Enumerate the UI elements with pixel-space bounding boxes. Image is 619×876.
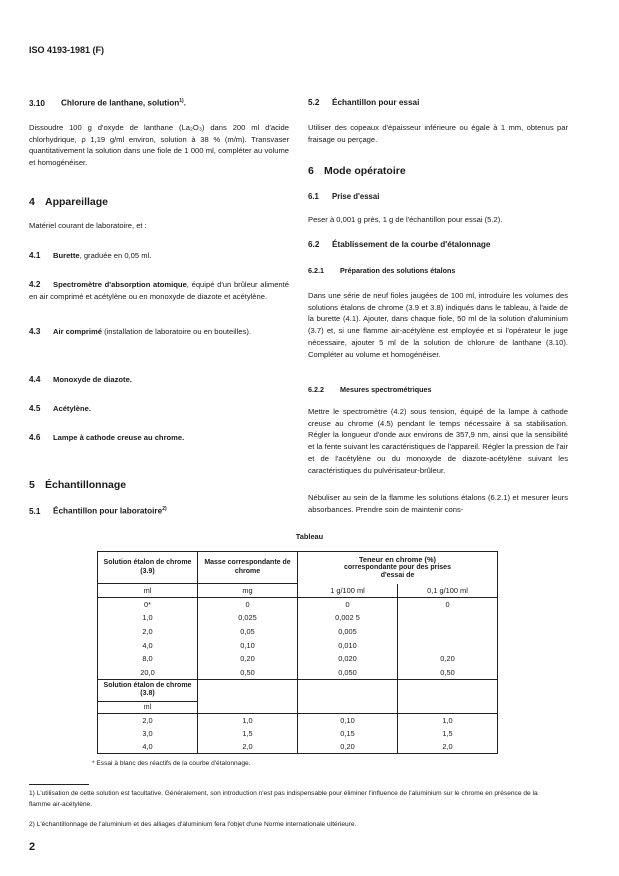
table-cell: 1,0	[142, 613, 153, 623]
table-cell: 0,50	[198, 665, 298, 679]
section-title: Mode opératoire	[324, 165, 406, 177]
table-row	[98, 713, 498, 727]
table-cell: 0,20	[298, 740, 398, 754]
section-6-2-heading	[308, 240, 490, 249]
item-number: 4.5	[29, 404, 41, 413]
section-number: 6	[308, 165, 314, 177]
table-cell: 0	[298, 598, 398, 612]
section-title: Appareillage	[45, 196, 109, 208]
footnote-2: 2) L'échantillonnage de l'aluminium et des alliages d'aluminium fera l'objet d'une Norme internationale ultérieure.	[29, 821, 357, 828]
table-cell: 0,15	[298, 727, 398, 741]
section-4-heading	[29, 196, 108, 208]
item-number: 4.2	[29, 280, 41, 289]
table-cell: 4,0	[142, 742, 153, 752]
table-row	[98, 727, 498, 741]
table-title: Tableau	[295, 532, 324, 541]
section-title: Échantillon pour laboratoire	[53, 506, 163, 516]
header-teneur-title: Teneur en chrome (%)	[358, 554, 437, 564]
section2-header: Solution étalon de chrome (3.8)	[98, 679, 198, 701]
section-6-1-text: Peser à 0,001 g près, 1 g de l'échantillon pour essai (5.2).	[308, 215, 503, 224]
table-note: * Essai à blanc des réactifs de la courbe d'étalonnage.	[92, 760, 251, 767]
item-number: 4.6	[29, 433, 41, 442]
table-cell: 2,0	[398, 740, 498, 754]
section-5-2-heading	[308, 98, 419, 107]
header-solution: Solution étalon de chrome (3.9)	[98, 552, 198, 584]
table-cell: 0*	[144, 600, 151, 610]
table-cell: 2,0	[198, 740, 298, 754]
section-6-2-2-text-1: Mettre le spectromètre (4.2) sous tension, équipé de la lampe à cathode creuse au chrome (4.5) pendant le temps nécessaire à sa stabilisation. Régler la longueur d'onde aux environs de 357,9 nm, ainsi que la sensibilité et la fente suivant les caractéristiques de l'appareil. Régler la pression de l'air et de l'acétylène ou du monoxyde de diazote-acétylène suivant les caractéristiques du pulvérisateur-brûleur.	[308, 407, 568, 475]
table-row	[98, 625, 498, 639]
item-number: 4.3	[29, 327, 41, 336]
table-cell: 2,0	[142, 715, 153, 725]
item-title: Lampe à cathode creuse au chrome.	[53, 433, 185, 442]
section-title: Échantillon pour essai	[332, 98, 420, 107]
section-number: 5.2	[308, 98, 320, 107]
unit-mg: mg	[198, 584, 298, 598]
table-cell: 0	[198, 598, 298, 612]
section-number: 3.10	[29, 98, 45, 108]
section-number: 5	[29, 479, 35, 491]
item-4-3	[29, 326, 289, 338]
table-cell: 0,025	[198, 611, 298, 625]
table-cell: 4,0	[142, 640, 153, 650]
item-4-2	[29, 279, 289, 302]
table-cell: 1,5	[198, 727, 298, 741]
item-text: , graduée en 0,05 ml.	[79, 251, 152, 260]
section-title: Établissement de la courbe d'étalonnage	[332, 240, 491, 249]
item-text: , équipé d'un brûleur alimenté en air comprimé et acétylène ou en monoxyde de diazote et acétylène.	[29, 280, 289, 301]
item-title: Monoxyde de diazote.	[53, 375, 132, 384]
table-cell: 1,0	[398, 713, 498, 727]
table-cell: 0,020	[298, 652, 398, 666]
item-number: 4.1	[29, 251, 41, 260]
header-masse: Masse correspondante de chrome	[198, 552, 298, 584]
section-title: Préparation des solutions étalons	[340, 266, 456, 275]
table-row	[98, 679, 498, 701]
section-number: 6.2.2	[308, 385, 324, 394]
table-row	[98, 665, 498, 679]
table-row	[98, 638, 498, 652]
table-cell: 20,0	[140, 667, 155, 677]
table-cell: 0,05	[198, 625, 298, 639]
section-number: 4	[29, 196, 35, 208]
header-teneur	[298, 552, 498, 584]
section-title: Chlorure de lanthane, solution	[61, 98, 180, 108]
section-6-2-1-text: Dans une série de neuf fioles jaugées de 100 ml, introduire les volumes des solutions étalons de chrome (3.9 et 3.8) indiqués dans le tableau, à l'aide de la burette (4.1). Ajouter, dans chaque fiole, 50 ml de la solution d'aluminium (3.7) et, si une flamme air-acétylène est employée et si l'opérateur le juge nécessaire, ajouter 5 ml de la solution de chlorure de lanthane (3.10). Compléter au volume et homogénéiser.	[308, 291, 568, 359]
table-cell: 0,050	[298, 665, 398, 679]
section-5-2-text: Utiliser des copeaux d'épaisseur inférieure ou égale à 1 mm, obtenus par fraisage ou perçage.	[308, 123, 568, 144]
table-cell: 1,5	[398, 727, 498, 741]
table-cell: 0,10	[198, 638, 298, 652]
calibration-table	[97, 551, 498, 754]
table-cell: 0,20	[398, 652, 498, 666]
table-cell: 2,0	[142, 626, 153, 636]
item-text: (installation de laboratoire ou en bouteilles).	[101, 327, 251, 336]
item-title: Acétylène.	[53, 404, 91, 413]
section-5-heading	[29, 479, 126, 491]
table-cell: 0,005	[298, 625, 398, 639]
table-cell	[398, 625, 498, 639]
footnote-ref: 2)	[162, 506, 167, 512]
section-6-heading	[308, 165, 406, 177]
unit-01g: 0,1 g/100 ml	[398, 584, 498, 598]
section-number: 6.1	[308, 192, 319, 201]
item-4-6	[29, 432, 289, 444]
table-cell	[298, 679, 398, 713]
section-5-1-heading	[29, 506, 167, 516]
item-number: 4.4	[29, 375, 41, 384]
section-number: 5.1	[29, 506, 41, 516]
item-title: Air comprimé	[53, 327, 102, 336]
table-cell: 0,010	[298, 638, 398, 652]
table-row	[98, 611, 498, 625]
table-cell: 0,20	[198, 652, 298, 666]
section-title: Échantillonnage	[45, 479, 127, 491]
table-row	[98, 598, 498, 612]
table-row	[98, 740, 498, 754]
section-6-2-2-heading	[308, 385, 431, 394]
table-cell	[398, 611, 498, 625]
item-4-5	[29, 403, 289, 415]
punct: .	[183, 98, 187, 108]
section-3-10-text: Dissoudre 100 g d'oxyde de lanthane (La₂O₃) dans 200 ml d'acide chlorhydrique, ρ 1,19 g/ml environ, solution à 38 % (m/m). Transvaser quantitativement la solution dans une fiole de 1 000 ml, compléter au volume et homogénéiser.	[29, 123, 289, 168]
section-6-2-1-heading	[308, 266, 455, 275]
unit-1g: 1 g/100 ml	[298, 584, 398, 598]
table-cell: 0,002 5	[298, 611, 398, 625]
footnote-divider	[29, 784, 89, 785]
table-cell: 0,10	[298, 713, 398, 727]
table-cell: 8,0	[142, 654, 153, 664]
section-title: Mesures spectrométriques	[340, 385, 432, 394]
footnote-ref: 1)	[179, 98, 184, 104]
unit-ml: ml	[143, 586, 152, 595]
table-cell: 0,50	[398, 665, 498, 679]
item-4-4	[29, 374, 289, 386]
page-number: 2	[29, 841, 36, 853]
section-4-intro: Matériel courant de laboratoire, et :	[29, 221, 147, 230]
item-title: Burette	[53, 251, 80, 260]
document-id: ISO 4193-1981 (F)	[29, 45, 105, 55]
section-6-1-heading	[308, 192, 379, 201]
section-6-2-2-text-2: Nébuliser au sein de la flamme les solutions étalons (6.2.1) et mesurer leurs absorbances. Prendre soin de maintenir cons-	[308, 493, 568, 514]
table-row	[98, 652, 498, 666]
section-number: 6.2	[308, 240, 320, 249]
table-cell: 3,0	[142, 728, 153, 738]
table-cell	[398, 638, 498, 652]
table-cell: 1,0	[198, 713, 298, 727]
item-4-1	[29, 250, 289, 262]
footnote-1: 1) L'utilisation de cette solution est facultative. Généralement, son introduction n'est pas indispensable pour éliminer l'influence de l'aluminium sur le chrome en présence de la flamme air-acétylène.	[29, 790, 538, 808]
section2-unit: ml	[143, 703, 152, 711]
table-cell: 0	[398, 598, 498, 612]
section-title: Prise d'essai	[332, 192, 380, 201]
header-teneur-sub: correspondante pour des prises d'essai de	[344, 563, 451, 580]
item-title: Spectromètre d'absorption atomique	[53, 280, 187, 289]
section-3-10-heading	[29, 98, 186, 108]
table-cell	[198, 679, 298, 713]
table-cell	[398, 679, 498, 713]
section-number: 6.2.1	[308, 266, 324, 275]
